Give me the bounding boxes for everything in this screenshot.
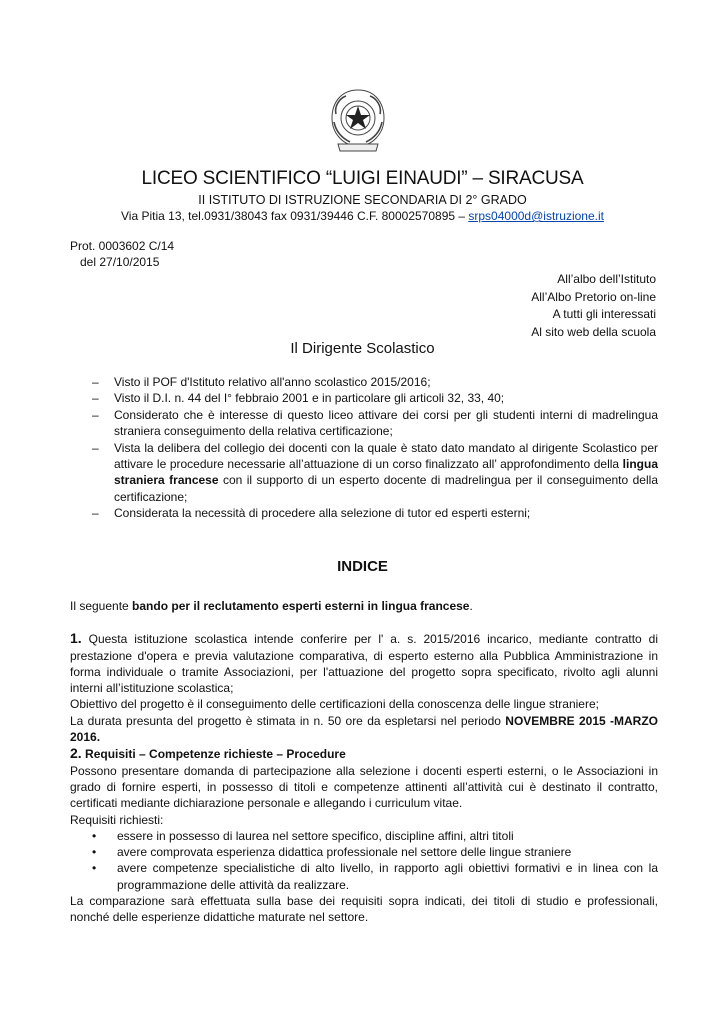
requirements-list (70, 828, 658, 893)
closing-paragraph: La comparazione sarà effettuata sulla base dei requisiti sopra indicati, dei titoli di studio e professionali, nonché delle esperienze didattiche maturate nel settore. (70, 894, 658, 925)
premises-list (92, 374, 658, 522)
dash-marker: – (92, 375, 99, 389)
bullet-marker: • (92, 828, 97, 843)
premise-item (92, 505, 658, 521)
premise-text: con il supporto di un esperto docente di madrelingua per il conseguimento della certificazione; (114, 473, 658, 504)
premise-bold-text: lingua straniera francese (114, 457, 658, 488)
school-email-link[interactable]: srps04000d@istruzione.it (468, 209, 604, 223)
recipient-line: A tutti gli interessati (552, 307, 656, 321)
intro-text: Il seguente (70, 599, 133, 613)
premise-item (92, 407, 658, 440)
section-2-number: 2. (70, 745, 82, 762)
dash-marker: – (92, 407, 99, 422)
protocol-date: del 27/10/2015 (80, 255, 160, 269)
recipient-line: All’albo dell’Istituto (557, 272, 656, 286)
section-1-duration (70, 713, 658, 746)
intro-paragraph (70, 598, 658, 614)
protocol-block (70, 238, 174, 270)
indice-heading: INDICE (337, 558, 388, 575)
intro-bold-text: bando per il reclutamento esperti esterni in lingua francese (132, 599, 470, 613)
recipient-line: Al sito web della scuola (531, 324, 656, 339)
premise-text: Considerato che è interesse di questo liceo attivare dei corsi per gli studenti interni di madrelingua straniera conseguimento della relativa certificazione; (114, 407, 658, 439)
italian-republic-emblem (326, 84, 390, 156)
intro-text-end: . (469, 599, 473, 613)
requirement-text: essere in possesso di laurea nel settore specifico, discipline affini, altri titoli (117, 828, 514, 843)
requirements-label: Requisiti richiesti: (70, 812, 164, 827)
section-2-title: Requisiti – Competenze richieste – Procedure (81, 747, 346, 762)
bullet-marker: • (92, 845, 97, 860)
school-address (0, 209, 725, 223)
requirement-text: avere competenze specialistiche di alto livello, in rapporto agli obiettivi formativi e in linea con la programmazione delle attività da realizzare. (117, 861, 658, 892)
school-subtitle: II ISTITUTO DI ISTRUZIONE SECONDARIA DI 2° GRADO (198, 193, 527, 207)
section-1-text: Questa istituzione scolastica intende conferire per l' a. s. 2015/2016 incarico, mediante contratto di prestazione d'opera e previa valutazione comparativa, di esperto esterno alla Pubblica Amministrazione in forma individuale o tramite Associazioni, per l'attuazione del progetto sopra specificato, rivolto agli alunni interni all’istituzione scolastica; (70, 632, 658, 696)
dash-marker: – (92, 391, 99, 406)
dirigente-heading: Il Dirigente Scolastico (290, 340, 435, 357)
premise-item (92, 390, 658, 406)
premise-item (92, 440, 658, 506)
requirement-text: avere comprovata esperienza didattica professionale nel settore delle lingue straniere (117, 845, 572, 860)
section-2-text: Possono presentare domanda di partecipazione alla selezione i docenti esperti esterni, o le Associazioni in grado di fornire esperti, in possesso di titoli e competenze attinenti all’attività cui è destinato il contratto, certificati mediante dichiarazione personale e allegando i curriculum vitae. (70, 763, 658, 811)
section-1-paragraph (70, 630, 658, 696)
premise-item (92, 374, 658, 390)
requirement-item (70, 860, 658, 893)
requirement-item (70, 844, 658, 860)
premise-text: Visto il D.I. n. 44 del I° febbraio 2001 e in particolare gli articoli 32, 33, 40; (114, 391, 505, 406)
premise-text: Visto il POF d'Istituto relativo all'anno scolastico 2015/2016; (114, 375, 431, 389)
requirement-item (70, 828, 658, 844)
premise-text: Vista la delibera del collegio dei docenti con la quale è stato dato mandato al dirigente Scolastico per attivare le procedure necessarie all’attuazione di un corso finalizzato all’ approfondimento della (114, 440, 658, 472)
bullet-marker: • (92, 861, 97, 876)
address-text: Via Pitia 13, tel.0931/38043 fax 0931/39446 C.F. 80002570895 – (121, 209, 469, 223)
section-2-heading (70, 745, 658, 762)
section-1-objective: Obiettivo del progetto è il conseguimento delle certificazioni della conoscenza delle lingue straniere; (70, 697, 599, 712)
duration-text: La durata presunta del progetto è stimata in n. 50 ore da espletarsi nel periodo (70, 713, 506, 728)
school-name: LICEO SCIENTIFICO “LUIGI EINAUDI” – SIRACUSA (141, 168, 584, 189)
recipients-list (531, 271, 656, 341)
section-1-number: 1. (70, 630, 82, 647)
body-text (70, 598, 658, 926)
recipient-line: All’Albo Pretorio on-line (531, 289, 656, 304)
dash-marker: – (92, 440, 99, 455)
dash-marker: – (92, 506, 99, 521)
protocol-number: Prot. 0003602 C/14 (70, 239, 175, 253)
duration-period: NOVEMBRE 2015 -MARZO 2016. (70, 713, 658, 745)
premise-text: Considerata la necessità di procedere alla selezione di tutor ed esperti esterni; (114, 506, 531, 521)
